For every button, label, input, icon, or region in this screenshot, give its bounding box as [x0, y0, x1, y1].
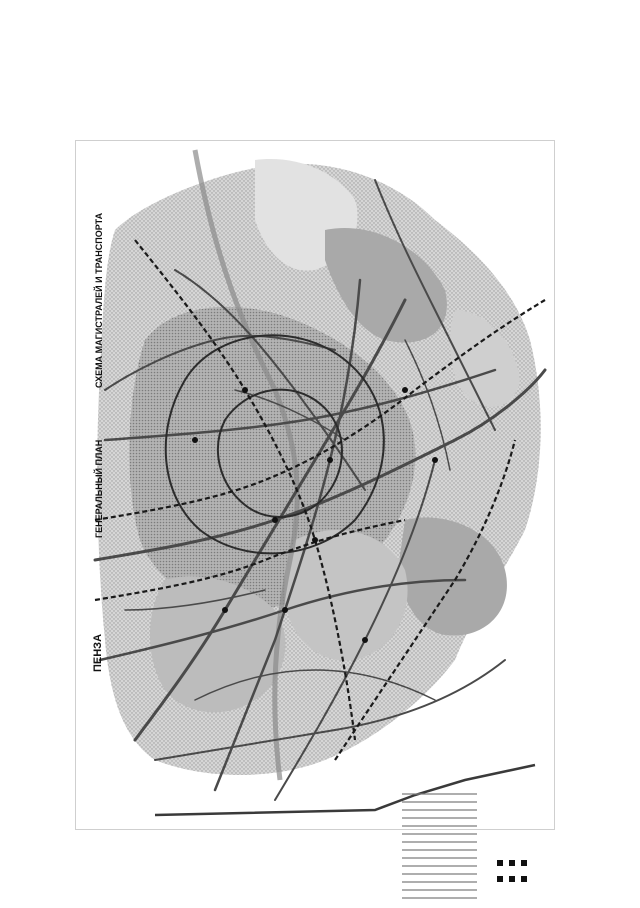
- scheme-title-label: СХЕМА МАГИСТРАЛЕЙ И ТРАНСПОРТА: [94, 212, 104, 388]
- map-sheet: [75, 140, 555, 830]
- city-map: [75, 140, 555, 830]
- legend-symbols: [497, 860, 527, 882]
- legend-entries: [402, 794, 477, 898]
- map-legend: [397, 788, 572, 908]
- general-plan-label: ГЕНЕРАЛЬНЫЙ ПЛАН: [94, 439, 104, 538]
- city-name-label: ПЕНЗА: [92, 633, 104, 672]
